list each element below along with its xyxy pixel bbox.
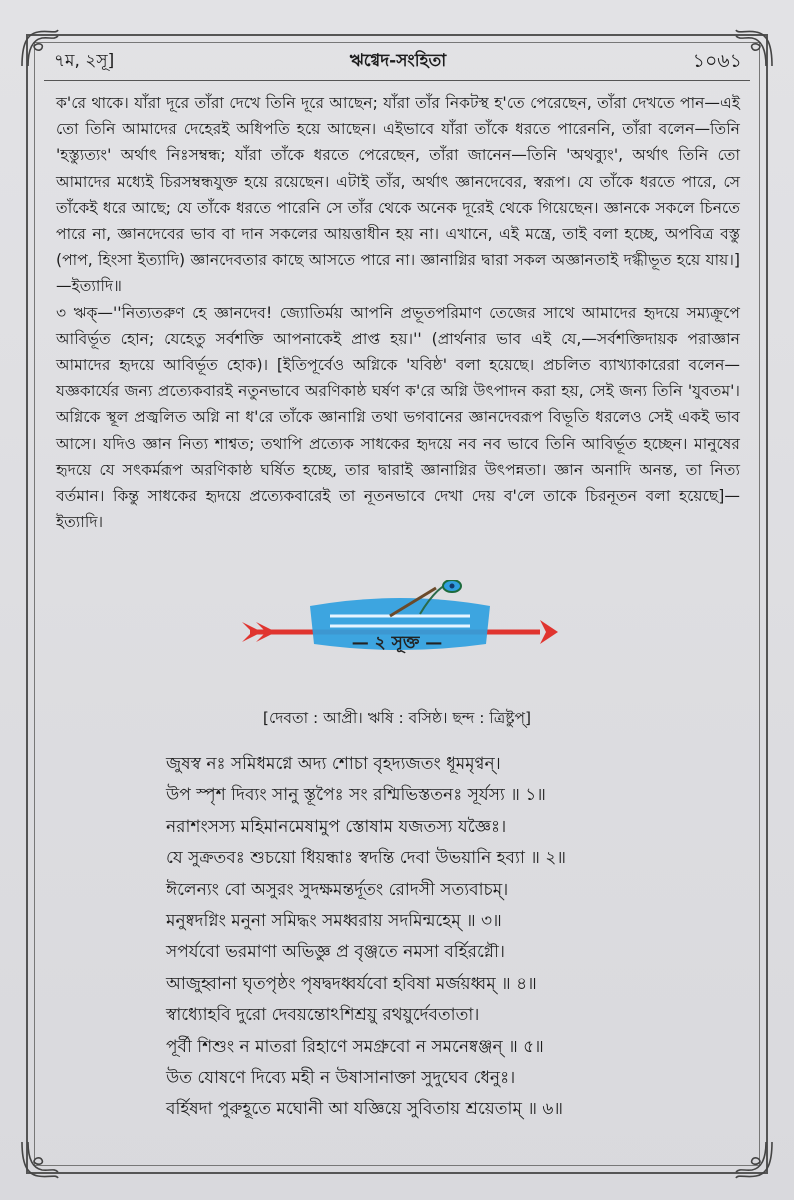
header-divider xyxy=(44,80,750,81)
corner-ornament-icon xyxy=(18,1138,62,1182)
devata-rishi-chhanda-line: [দেবতা : আপ্রী। ঋষি : বসিষ্ঠ। ছন্দ : ত্রিষ্টুপ্] xyxy=(262,709,532,727)
sukta-heading: — ২ সূক্ত — xyxy=(351,633,443,653)
verse-line: আজুহ্বানা ঘৃতপৃষ্ঠং পৃষদ্বদধ্বর্যবো হবিষা মর্জয়ধ্বম্ ॥ ৪॥ xyxy=(166,973,537,994)
running-header xyxy=(50,44,746,78)
corner-ornament-icon xyxy=(732,1138,776,1182)
verse-block xyxy=(166,749,726,1126)
commentary-text xyxy=(56,90,740,535)
verse-line: পূর্বী শিশুং ন মাতরা রিহাণে সমগ্রুবো ন সমনেষ্বঞ্জন্ ॥ ৫॥ xyxy=(166,1036,544,1057)
verse-line: নরাশংসস্য মহিমানমেষামুপ স্তোষাম যজতস্য যজ্ঞৈঃ। xyxy=(166,816,507,837)
verse-line: উপ স্পৃশ দিব্যং সানু স্তূপৈঃ সং রশ্মিভিস্ততনঃ সূর্যস্য ॥ ১॥ xyxy=(166,785,546,806)
verse-line: উত যোষণে দিব্যে মহী ন উষাসানাক্তা সুদুঘেব ধেনুঃ। xyxy=(166,1067,516,1088)
page-number: ১০৬১ xyxy=(692,50,742,72)
header-section-ref: ৭ম, ২সূ] xyxy=(54,51,115,71)
verse-line: জুষস্ব নঃ সমিধমগ্নে অদ্য শোচা বৃহদ্যজতং ধূমমৃণ্বন্। xyxy=(166,754,501,774)
commentary-paragraph: ৩ ঋক্—''নিত্যতরুণ হে জ্ঞানদেব! জ্যোতির্ময় আপনি প্রভূতপরিমাণ তেজের সাথে আমাদের হৃদয়ে সম্যক্রূপে আবির্ভূত হোন; যেহেতু সর্বশক্তি আপনাকেই প্রাপ্ত হয়।'' (প্রার্থনার ভাব এই যে,—সর্বশক্তিদায়ক পরাজ্ঞান আমাদের হৃদয়ে আবির্ভূত হোক)। [ইতিপূর্বেও অগ্নিকে 'যবিষ্ঠ' বলা হয়েছে। প্রচলিত ব্যাখ্যাকারেরা বলেন—যজ্ঞকার্যের জন্য প্রত্যেকবারই নতুনভাবে অরণিকাষ্ঠ ঘর্ষণ ক'রে অগ্নি উৎপাদন করা হয়, সেই জন্য তিনি 'যুবতম'। অগ্নিকে স্থূল প্রজ্বলিত অগ্নি না ধ'রে তাঁকে জ্ঞানাগ্নি তথা ভগবানের জ্ঞানদেবরূপ বিভূতি ধরলেও সেই একই ভাব আসে। যদিও জ্ঞান নিত্য শাশ্বত; তথাপি প্রত্যেক সাধকের হৃদয়ে নব নব ভাবে তিনি আবির্ভূত হচ্ছেন। মানুষের হৃদয়ে যে সৎকর্মরূপ অরণিকাষ্ঠ ঘর্ষিত হচ্ছে, তার দ্বারাই জ্ঞানাগ্নির উৎপন্নতা। জ্ঞান অনাদি অনন্ত, তা নিত্য বর্তমান। কিন্তু সাধকের হৃদয়ে প্রত্যেকবারেই তা নূতনভাবে দেখা দেয় ব'লে তাকে চিরনূতন বলা হয়েছে]—ইত্যাদি। xyxy=(56,303,740,532)
commentary-paragraph: ক'রে থাকে। যাঁরা দূরে তাঁরা দেখে তিনি দূরে আছেন; যাঁরা তাঁর নিকটস্থ হ'তে পেরেছেন, তাঁরা দেখতে পান—এই তো তিনি আমাদের দেহেরই অধিপতি হয়ে আছেন। এইভাবে যাঁরা তাঁকে ধরতে পারেননি, তাঁরা বলেন—তিনি 'হস্ত্যুত্যং' অর্থাৎ নিঃসম্বন্ধ; যাঁরা তাঁকে ধরতে পেরেছেন, তাঁরা জানেন—তিনি 'অথব্যুং', অর্থাৎ তিনি তো আমাদের মধ্যেই চিরসম্বন্ধযুক্ত হয়ে রয়েছেন। এটাই তাঁর, অর্থাৎ জ্ঞানদেবের, স্বরূপ। যে তাঁকে ধরতে পারে, সে তাঁকেই ধরে আছে; যে তাঁকে ধরতে পারেনি সে তাঁর থেকে অনেক দূরেই থেকে গিয়েছেন। জ্ঞানকে সকলে চিনতে পারে না, জ্ঞানদেবের ভাব বা দান সকলের আয়ত্তাধীন হয় না। এখানে, এই মন্ত্রে, তাই বলা হচ্ছে, অপবিত্র বস্তু (পাপ, হিংসা ইত্যাদি) জ্ঞানদেবতার কাছে আসতে পারে না। জ্ঞানাগ্নির দ্বারা সকল অজ্ঞানতাই দগ্ধীভূত হয়ে যায়।]—ইত্যাদি॥ xyxy=(56,94,740,296)
verse-line: যে সুক্রতবঃ শুচয়ো ধিয়ন্ধাঃ স্বদন্তি দেবা উভয়ানি হব্যা ॥ ২॥ xyxy=(166,848,566,869)
header-book-title: ঋগ্বেদ-সংহিতা xyxy=(349,51,447,71)
verse-line: সপর্যবো ভরমাণা অভিজ্ঞু প্র বৃঞ্জতে নমসা বর্হিরগ্নৌ। xyxy=(166,942,505,963)
verse-line: মনুষ্বদগ্নিং মনুনা সমিদ্ধং সমধ্বরায় সদমিন্মহেম্ ॥ ৩॥ xyxy=(166,910,502,931)
verse-line: স্বাধ্যোহবি দুরো দেবয়ন্তোঽশিশ্রয়ু রথয়ুর্দেবতাতা। xyxy=(166,1005,480,1026)
verse-line: বর্হিষদা পুরুহূতে মঘোনী আ যজ্ঞিয়ে সুবিতায় শ্রয়েতাম্ ॥ ৬॥ xyxy=(166,1099,564,1120)
verse-line: ঈলেন্যং বো অসুরং সুদক্ষমন্তর্দূতং রোদসী সত্যবাচম্। xyxy=(166,879,509,900)
